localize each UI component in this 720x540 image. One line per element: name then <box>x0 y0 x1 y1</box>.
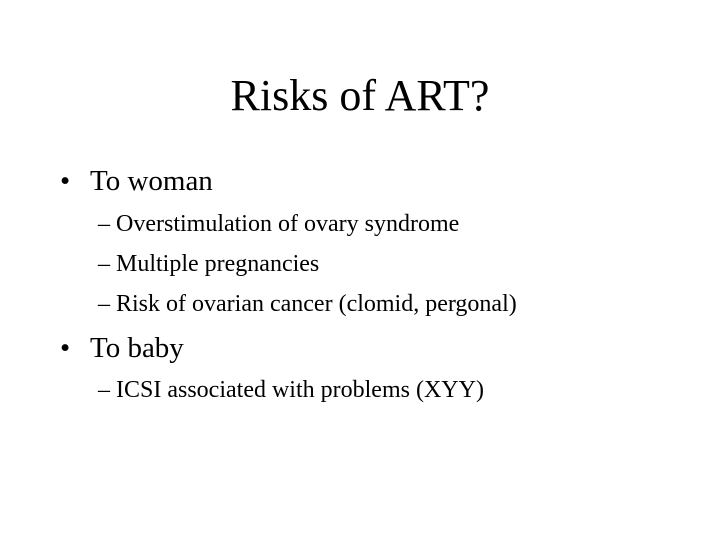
sub-item-text: ICSI associated with problems (XYY) <box>116 377 484 403</box>
sub-item-ovarian-cancer <box>98 290 517 318</box>
bullet-item-to-woman <box>60 164 213 198</box>
bullet-marker: • <box>60 332 71 364</box>
bullet-item-to-baby <box>60 331 184 365</box>
sub-item-text: Overstimulation of ovary syndrome <box>116 211 460 237</box>
dash-marker: – <box>98 291 110 317</box>
sub-item-text: Risk of ovarian cancer (clomid, pergonal) <box>116 291 517 317</box>
dash-marker: – <box>98 211 110 237</box>
bullet-marker: • <box>60 165 71 197</box>
dash-marker: – <box>98 251 110 277</box>
sub-item-text: Multiple pregnancies <box>116 251 320 277</box>
sub-item-icsi <box>98 376 484 404</box>
slide-title: Risks of ART? <box>230 71 490 120</box>
bullet-text: To woman <box>90 165 213 197</box>
sub-item-multiple-pregnancies <box>98 250 319 278</box>
bullet-text: To baby <box>90 332 184 364</box>
sub-item-overstimulation <box>98 210 459 238</box>
dash-marker: – <box>98 377 110 403</box>
